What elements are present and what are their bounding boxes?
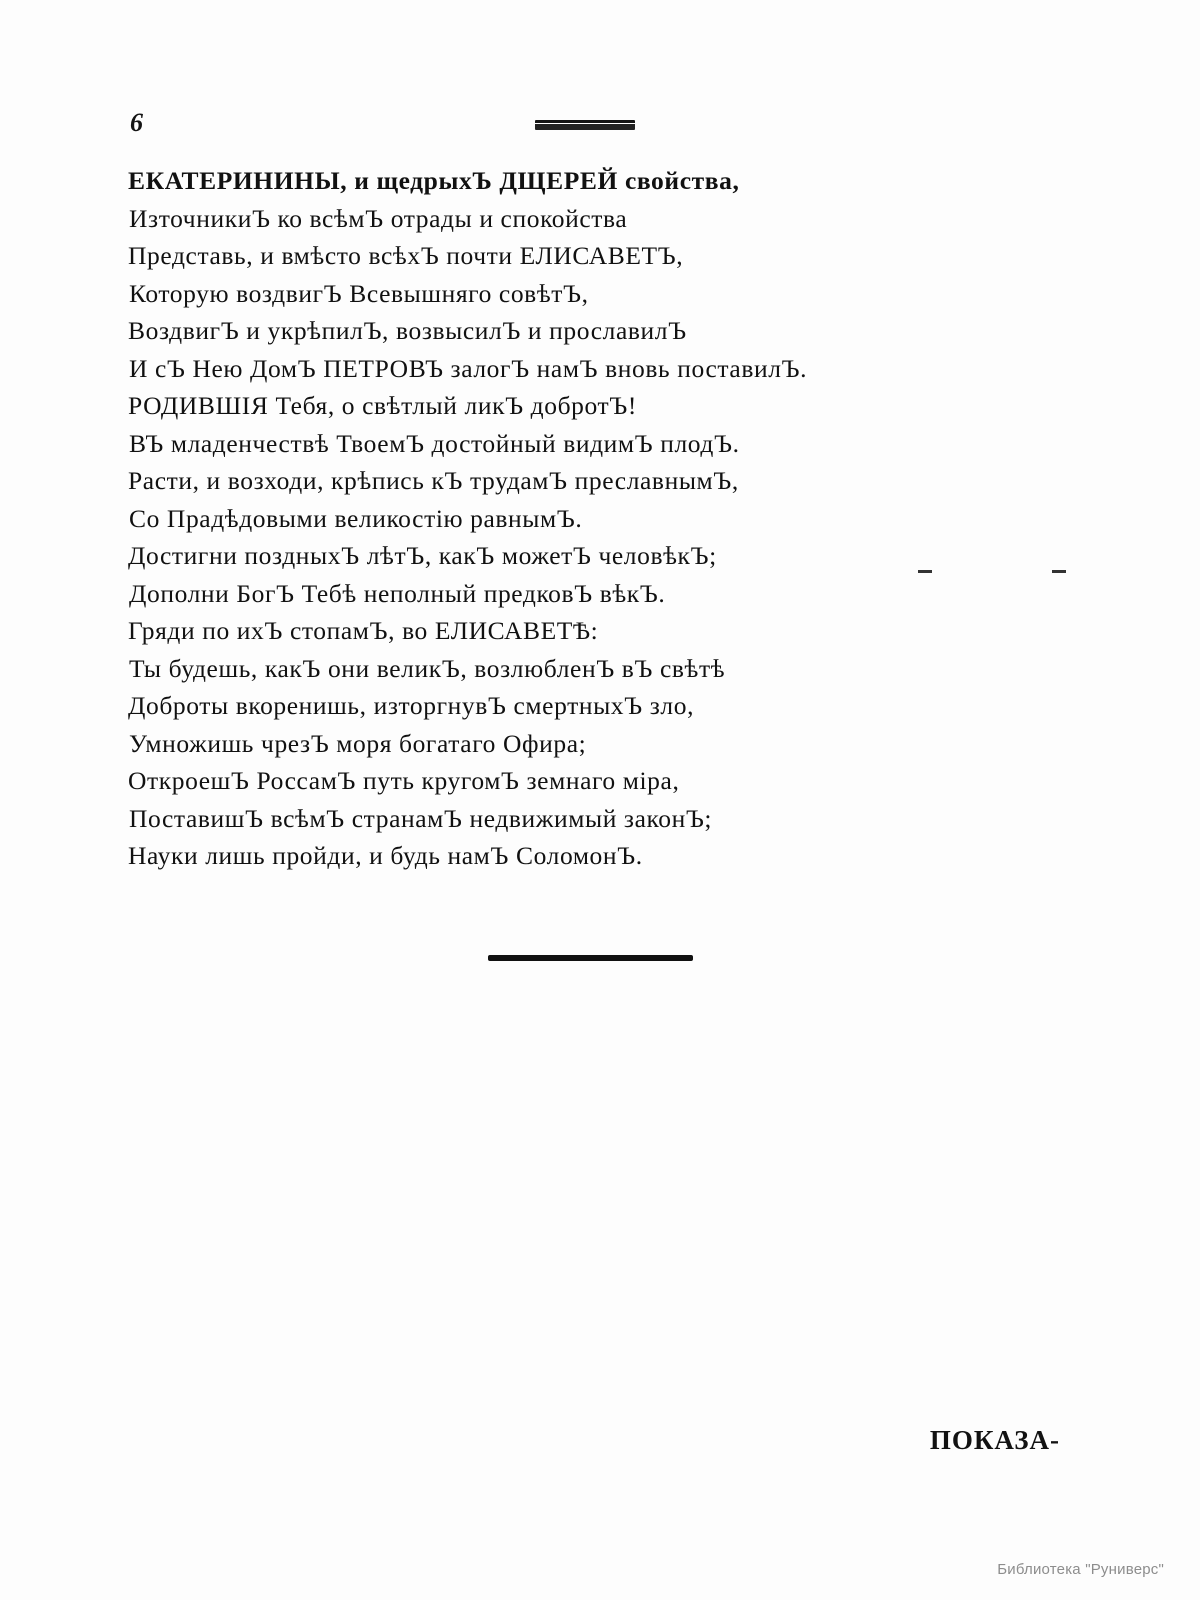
page-number: 6	[130, 108, 143, 137]
poem-line: Науки лишь пройди, и будь намЪ СоломонЪ.	[128, 841, 643, 870]
poem-line: ОткроешЪ РоссамЪ путь кругомЪ земнаго міра,	[128, 766, 680, 795]
poem-line: ПоставишЪ всѣмЪ странамЪ недвижимый законЪ;	[129, 803, 713, 833]
poem-body	[128, 162, 988, 875]
poem-line: ВЪ младенчествѣ ТвоемЪ достойный видимЪ плодЪ.	[129, 428, 740, 458]
scan-artifact-dash	[1052, 570, 1066, 573]
poem-line: ВоздвигЪ и укрѣпилЪ, возвысилЪ и прославилЪ	[128, 316, 687, 345]
poem-line: РОДИВШІЯ Тебя, о свѣтлый ликЪ добротЪ!	[128, 391, 637, 420]
poem-line: Дополни БогЪ Тебѣ неполный предковЪ вѣкЪ.	[129, 578, 666, 608]
catchword: ПОКАЗА-	[929, 1425, 1060, 1455]
scan-artifact-dash	[918, 570, 932, 573]
poem-line: Гряди по ихЪ стопамЪ, во ЕЛИСАВЕТѢ:	[128, 616, 599, 645]
poem-line: Которую воздвигЪ Всевышняго совѣтЪ,	[129, 278, 589, 308]
poem-line: Ты будешь, какЪ они великЪ, возлюбленЪ вЪ свѣтѣ	[129, 653, 726, 683]
poem-line: И сЪ Нею ДомЪ ПЕТРОВЪ залогЪ намЪ вновь поставилЪ.	[129, 353, 808, 383]
poem-line: Достигни поздныхЪ лѣтЪ, какЪ можетЪ человѣкЪ;	[128, 541, 717, 570]
poem-line: Расти, и возходи, крѣпись кЪ трудамЪ преславнымЪ,	[128, 466, 739, 495]
poem-line: ИзточникиЪ ко всѣмЪ отрады и спокойства	[129, 203, 628, 233]
header-rule-ornament	[535, 120, 635, 130]
poem-line: Со Прадѣдовыми великостію равнымЪ.	[129, 503, 583, 533]
poem-line: Представь, и вмѣсто всѣхЪ почти ЕЛИСАВЕТЪ,	[128, 241, 684, 270]
poem-line: Доброты вкоренишь, изторгнувЪ смертныхЪ зло,	[128, 691, 695, 720]
library-watermark: Библиотека "Руниверс"	[997, 1561, 1164, 1578]
poem-line: ЕКАТЕРИНИНЫ, и щедрыхЪ ДЩЕРЕЙ свойства,	[128, 166, 740, 195]
footer-rule-ornament	[488, 955, 693, 961]
poem-line: Умножишь чрезЪ моря богатаго Офира;	[129, 728, 587, 758]
